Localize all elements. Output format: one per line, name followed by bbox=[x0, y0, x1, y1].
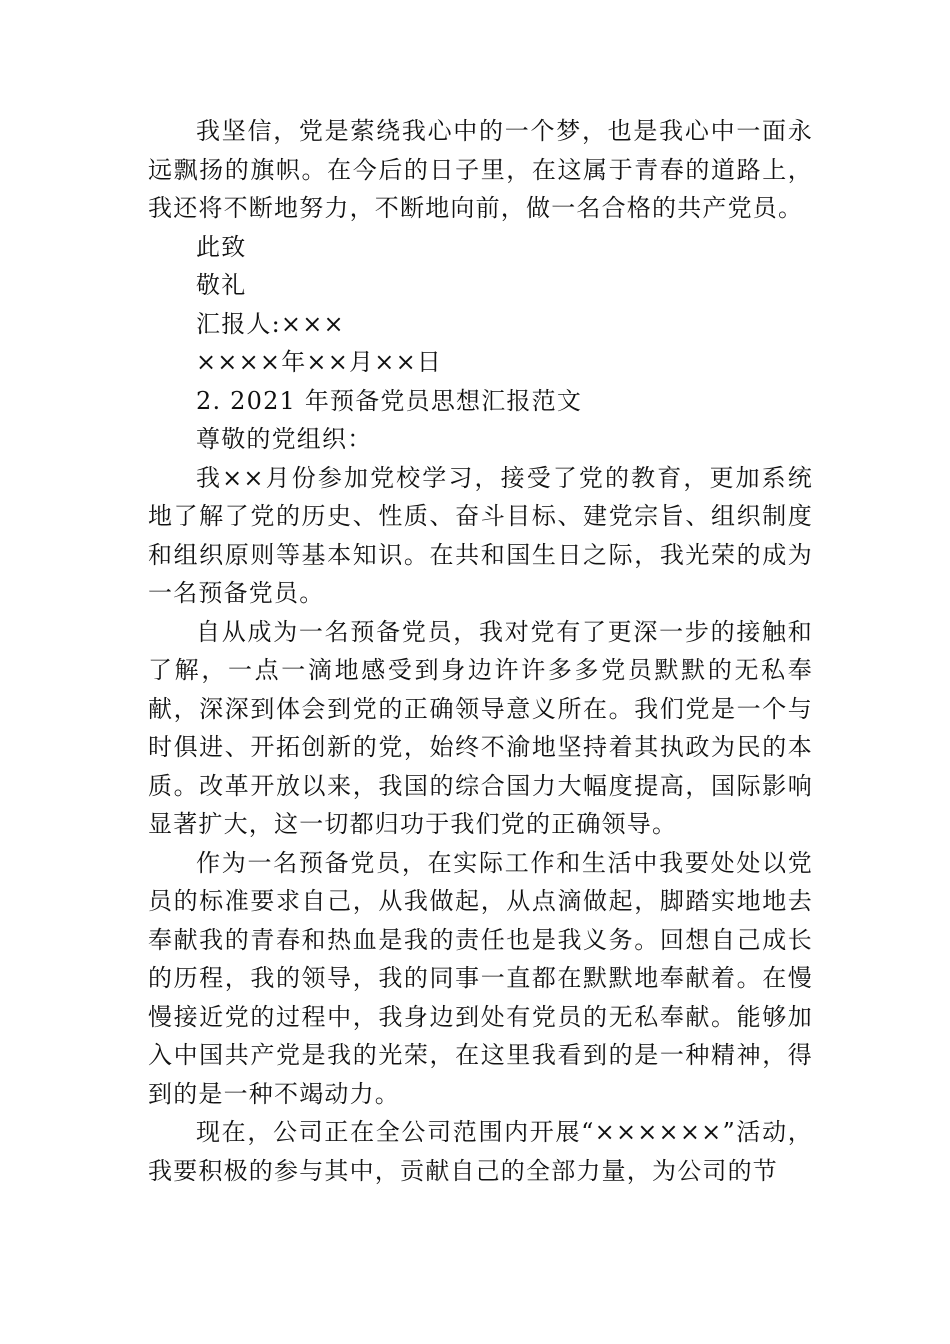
salutation-line: 尊敬的党组织： bbox=[196, 425, 373, 453]
date-line: ××××年××月××日 bbox=[196, 348, 443, 376]
document-body bbox=[148, 112, 813, 1190]
paragraph-responsibility: 作为一名预备党员，在实际工作和生活中我要处处以党员的标准要求自己，从我做起，从点滴做起，脚踏实地地去奉献我的青春和热血是我的责任也是我义务。回想自己成长的历程，我的领导，我的同事一直都在默默地奉献着。在慢慢接近党的过程中，我身边到处有党员的无私奉献。能够加入中国共产党是我的光荣，在这里我看到的是一种精神，得到的是一种不竭动力。 bbox=[148, 848, 813, 1108]
paragraph-party-school: 我××月份参加党校学习，接受了党的教育，更加系统地了解了党的历史、性质、奋斗目标、建党宗旨、组织制度和组织原则等基本知识。在共和国生日之际，我光荣的成为一名预备党员。 bbox=[148, 463, 813, 607]
paragraph-belief: 我坚信，党是萦绕我心中的一个梦，也是我心中一面永远飘扬的旗帜。在今后的日子里，在这属于青春的道路上，我还将不断地努力，不断地向前，做一名合格的共产党员。 bbox=[148, 117, 813, 222]
paragraph-understanding: 自从成为一名预备党员，我对党有了更深一步的接触和了解，一点一滴地感受到身边许许多多党员默默的无私奉献，深深到体会到党的正确领导意义所在。我们党是一个与时俱进、开拓创新的党，始终不渝地坚持着其执政为民的本质。改革开放以来，我国的综合国力大幅度提高，国际影响显著扩大，这一切都归功于我们党的正确领导。 bbox=[148, 617, 813, 838]
section-title: 2. 2021 年预备党员思想汇报范文 bbox=[196, 386, 583, 415]
paragraph-company-activity: 现在，公司正在全公司范围内开展“××××××”活动，我要积极的参与其中，贡献自己的全部力量，为公司的节 bbox=[148, 1118, 813, 1185]
closing-line-1: 此致 bbox=[196, 232, 247, 261]
reporter-line: 汇报人:××× bbox=[196, 309, 345, 338]
closing-line-2: 敬礼 bbox=[196, 271, 247, 299]
